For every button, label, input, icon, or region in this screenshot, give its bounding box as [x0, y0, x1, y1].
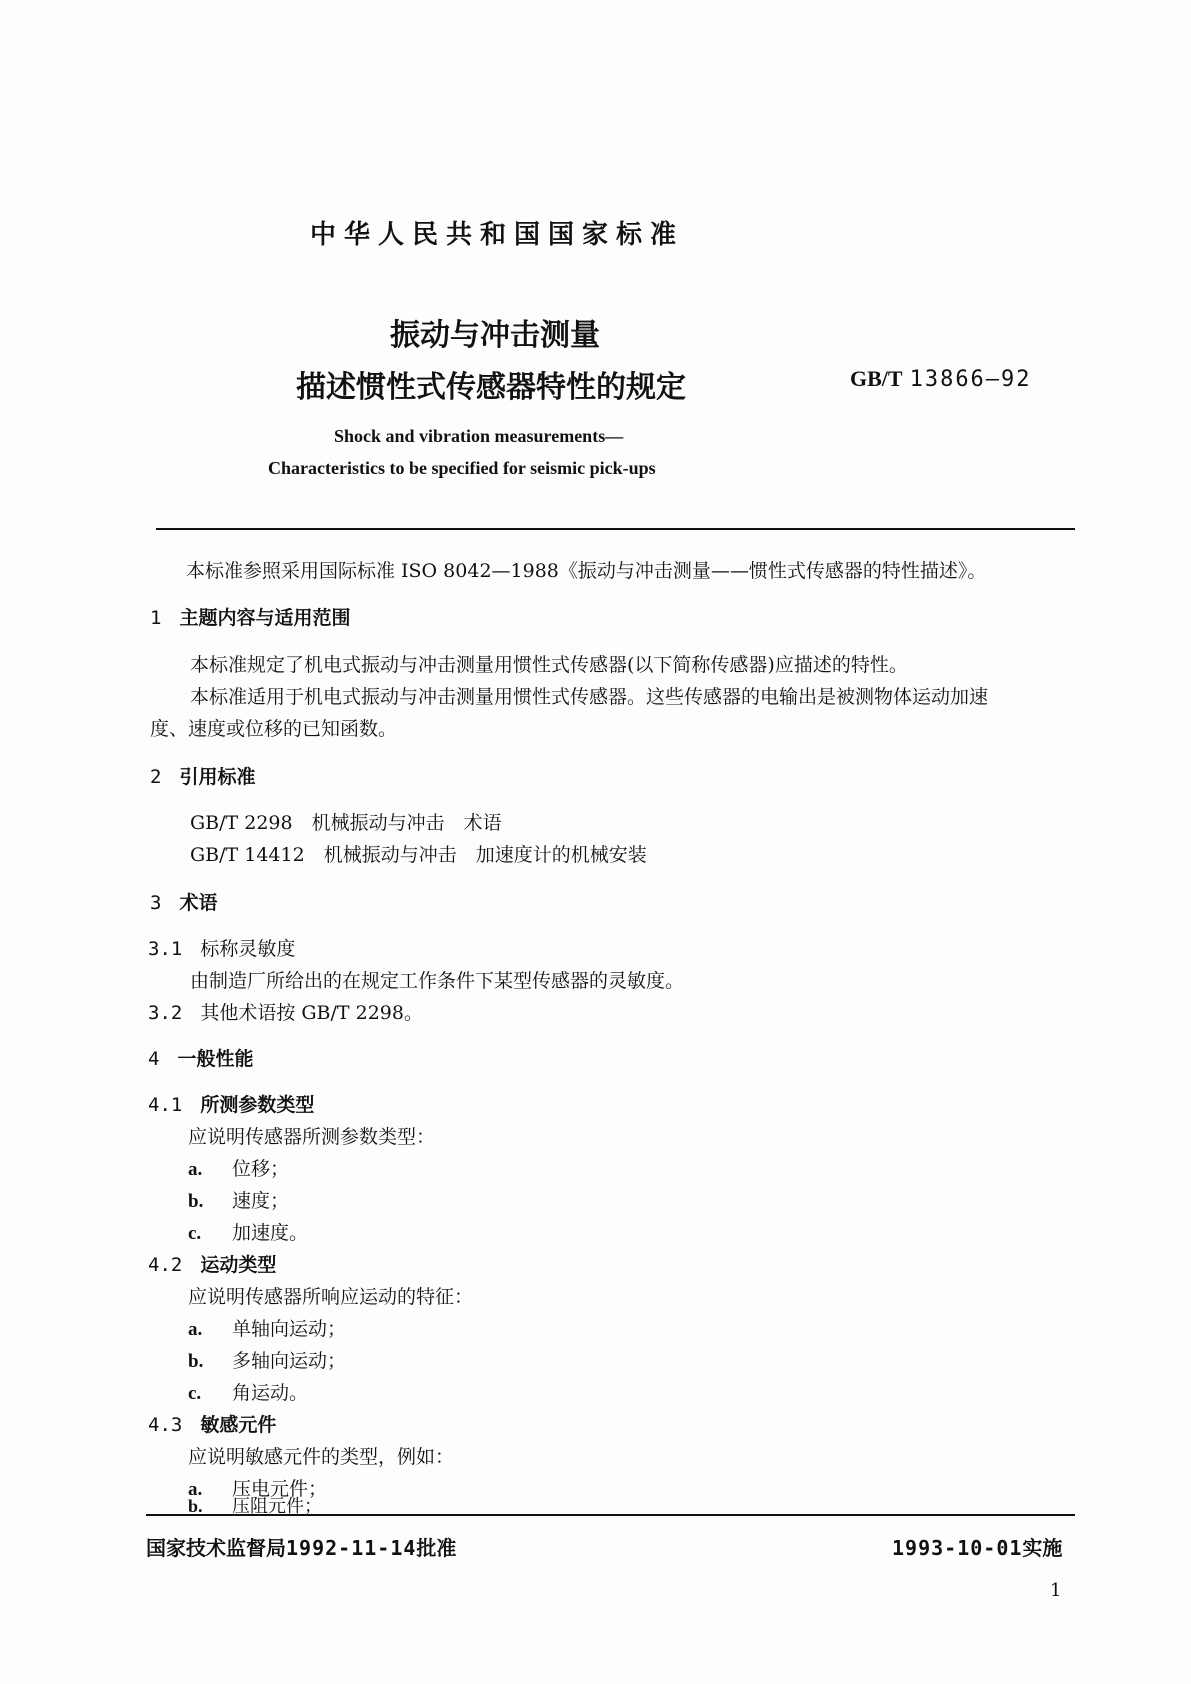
national-standard-heading: 中华人民共和国国家标准 [310, 220, 685, 250]
section-3-1-number: 3.1 [148, 938, 183, 960]
section-3-2-heading [148, 998, 423, 1025]
list-item-marker: b. [188, 1191, 204, 1212]
section-1-paragraph-2-line-1: 本标准适用于机电式振动与冲击测量用惯性式传感器。这些传感器的电输出是被测物体运动加速 [190, 686, 989, 708]
section-4-2-title: 运动类型 [200, 1254, 277, 1276]
section-3-2-title: 其他术语按 GB/T 2298。 [200, 1002, 423, 1024]
section-4-1-paragraph: 应说明传感器所测参数类型： [188, 1126, 436, 1148]
list-item-marker: b. [188, 1351, 204, 1372]
header-divider [156, 528, 1075, 530]
section-4-heading [148, 1044, 253, 1071]
section-4-3-number: 4.3 [148, 1414, 183, 1436]
section-4-1-heading [148, 1090, 314, 1117]
list-item [188, 1346, 346, 1373]
list-item-text: 角运动。 [232, 1382, 309, 1404]
section-4-2-paragraph: 应说明传感器所响应运动的特征： [188, 1286, 474, 1308]
list-item-text: 多轴向运动； [232, 1350, 347, 1372]
section-3-1-heading [148, 934, 295, 961]
english-title-line-1: Shock and vibration measurements— [334, 426, 624, 446]
page-number: 1 [1050, 1580, 1062, 1601]
list-item-text: 位移； [232, 1158, 290, 1180]
section-3-1-title: 标称灵敏度 [200, 938, 296, 960]
section-4-2-heading [148, 1250, 276, 1277]
section-1-number: 1 [150, 607, 162, 629]
list-item-marker: a. [188, 1319, 203, 1340]
section-1-paragraph-1: 本标准规定了机电式振动与冲击测量用惯性式传感器(以下简称传感器)应描述的特性。 [190, 654, 908, 676]
list-item-marker: c. [188, 1383, 202, 1404]
english-title-line-2: Characteristics to be specified for seismic pick-ups [268, 458, 656, 478]
section-2-number: 2 [150, 766, 162, 788]
list-item [188, 1378, 308, 1405]
section-3-2-number: 3.2 [148, 1002, 183, 1024]
section-4-1-title: 所测参数类型 [200, 1094, 315, 1116]
effective-date: 1993-10-01 [892, 1536, 1023, 1560]
approval-word: 批准 [416, 1536, 457, 1560]
section-4-title: 一般性能 [177, 1048, 254, 1070]
section-4-3-paragraph: 应说明敏感元件的类型，例如： [188, 1446, 455, 1468]
section-1-title: 主题内容与适用范围 [179, 607, 351, 629]
section-1-heading [150, 603, 350, 630]
section-4-2-number: 4.2 [148, 1254, 183, 1276]
section-4-3-title: 敏感元件 [200, 1414, 277, 1436]
list-item-marker: b. [188, 1496, 203, 1516]
list-item-text: 单轴向运动； [232, 1318, 347, 1340]
reference-1: GB/T 2298 机械振动与冲击 术语 [190, 812, 502, 834]
section-3-heading [150, 888, 217, 915]
list-item [188, 1154, 289, 1181]
section-4-number: 4 [148, 1048, 160, 1070]
title-line-1: 振动与冲击测量 [390, 318, 600, 353]
section-2-heading [150, 762, 255, 789]
list-item [188, 1218, 308, 1245]
approval-line [146, 1532, 456, 1561]
section-1-paragraph-2-line-2: 度、速度或位移的已知函数。 [150, 718, 398, 740]
section-2-title: 引用标准 [179, 766, 256, 788]
standard-code-prefix: GB/T [850, 366, 903, 391]
title-line-2: 描述惯性式传感器特性的规定 [296, 370, 686, 405]
list-item [188, 1492, 322, 1518]
list-item-text: 加速度。 [232, 1222, 309, 1244]
section-3-1-paragraph: 由制造厂所给出的在规定工作条件下某型传感器的灵敏度。 [190, 970, 685, 992]
effective-word: 实施 [1022, 1536, 1063, 1560]
list-item-marker: a. [188, 1479, 203, 1500]
list-item-text: 压阻元件； [232, 1496, 322, 1517]
standard-code-number: 13866—92 [909, 367, 1032, 392]
list-item-text: 压电元件； [232, 1478, 328, 1500]
section-3-number: 3 [150, 892, 162, 914]
effective-line [892, 1532, 1062, 1561]
list-item-text: 速度； [232, 1190, 290, 1212]
list-item [188, 1314, 346, 1341]
section-3-title: 术语 [179, 892, 218, 914]
intro-paragraph: 本标准参照采用国际标准 ISO 8042—1988《振动与冲击测量——惯性式传感器的特性描述》。 [186, 560, 987, 582]
list-item-marker: a. [188, 1159, 203, 1180]
approval-date: 1992-11-14 [286, 1536, 417, 1560]
section-4-1-number: 4.1 [148, 1094, 183, 1116]
list-item [188, 1186, 289, 1213]
standard-code [850, 366, 1032, 392]
section-4-3-heading [148, 1410, 276, 1437]
list-item-marker: c. [188, 1223, 202, 1244]
reference-2: GB/T 14412 机械振动与冲击 加速度计的机械安装 [190, 844, 647, 866]
approval-org: 国家技术监督局 [146, 1536, 286, 1560]
